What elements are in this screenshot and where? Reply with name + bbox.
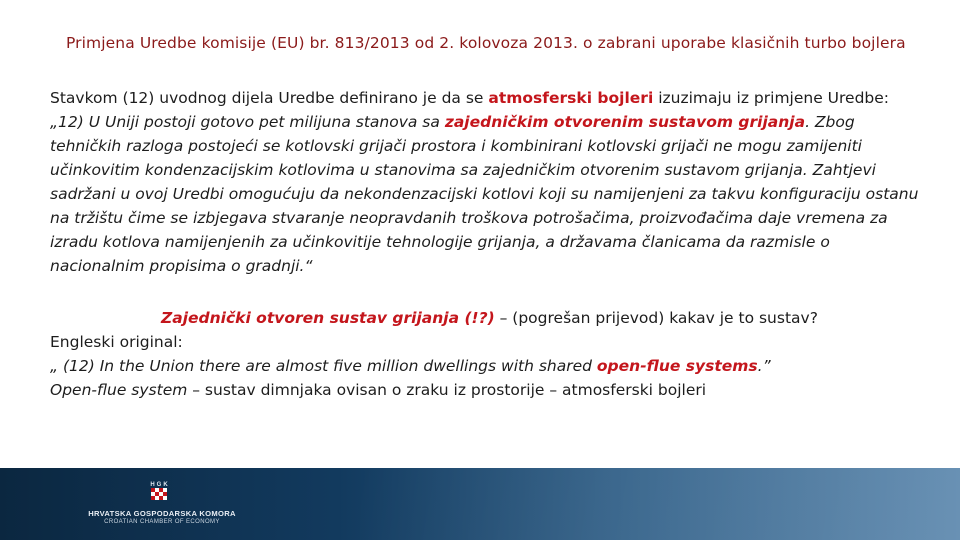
quote-en-after: .” xyxy=(757,357,771,375)
english-label: Engleski original: xyxy=(50,333,183,351)
logo-org-name: HRVATSKA GOSPODARSKA KOMORA xyxy=(88,509,236,518)
quote-en-before: „ (12) In the Union there are almost five million dwellings with shared xyxy=(50,357,597,375)
hgk-logo xyxy=(82,479,242,529)
checkerboard-icon xyxy=(151,488,167,500)
intro-paragraph xyxy=(50,86,920,110)
quote-hr-part1: „12) U Uniji postoji gotovo pet milijuna stanova sa xyxy=(50,113,445,131)
english-quote xyxy=(50,354,920,378)
croatian-quote xyxy=(50,110,920,278)
chamber-crest-icon xyxy=(138,479,182,505)
intro-highlight: atmosferski bojleri xyxy=(488,89,654,107)
definition-line xyxy=(50,378,920,402)
intro-text-before: Stavkom (12) uvodnog dijela Uredbe definirano je da se xyxy=(50,89,489,107)
definition-term: Open-flue system xyxy=(50,381,188,399)
remark-text: – (pogrešan prijevod) kakav je to sustav? xyxy=(494,309,818,327)
spacer xyxy=(50,278,920,306)
remark-line xyxy=(50,306,920,330)
quote-hr-part2: . Zbog tehničkih razloga postojeći se kotlovski grijači prostora i kombinirani kotlovski grijači ne mogu zamijeniti učinkovitim kondenzacijskim kotlovima u stanovima sa zajedničkim otvorenim sustavom grijanja. Zahtjevi sadržani u ovoj Uredbi omogućuju da nekondenzacijski kotlovi koji su namijenjeni za takvu konfiguraciju ostanu na tržištu čime se izbjegava stvaranje neopravdanih troškova potrošačima, proizvođačima daje vremena za izradu kotlova namijenjenih za učinkovitije tehnologije grijanja, a državama članicama da razmisle o nacionalnim propisima o gradnji.“ xyxy=(50,113,919,275)
remark-highlight: Zajednički otvoren sustav grijanja (!?) xyxy=(161,309,495,327)
intro-text-after: izuzimaju iz primjene Uredbe: xyxy=(653,89,890,107)
logo-abbr: HGK xyxy=(150,482,170,488)
quote-hr-highlight: zajedničkim otvorenim sustavom grijanja xyxy=(444,113,806,131)
footer-gradient-band xyxy=(360,468,960,540)
definition-text: – sustav dimnjaka ovisan o zraku iz prostorije – atmosferski bojleri xyxy=(187,381,707,399)
logo-org-name-en: CROATIAN CHAMBER OF ECONOMY xyxy=(104,519,220,525)
slide-title: Primjena Uredbe komisije (EU) br. 813/2013 od 2. kolovoza 2013. o zabrani uporabe klasičnih turbo bojlera xyxy=(66,34,906,52)
quote-en-highlight: open-flue systems xyxy=(596,357,758,375)
slide-body xyxy=(50,86,920,402)
